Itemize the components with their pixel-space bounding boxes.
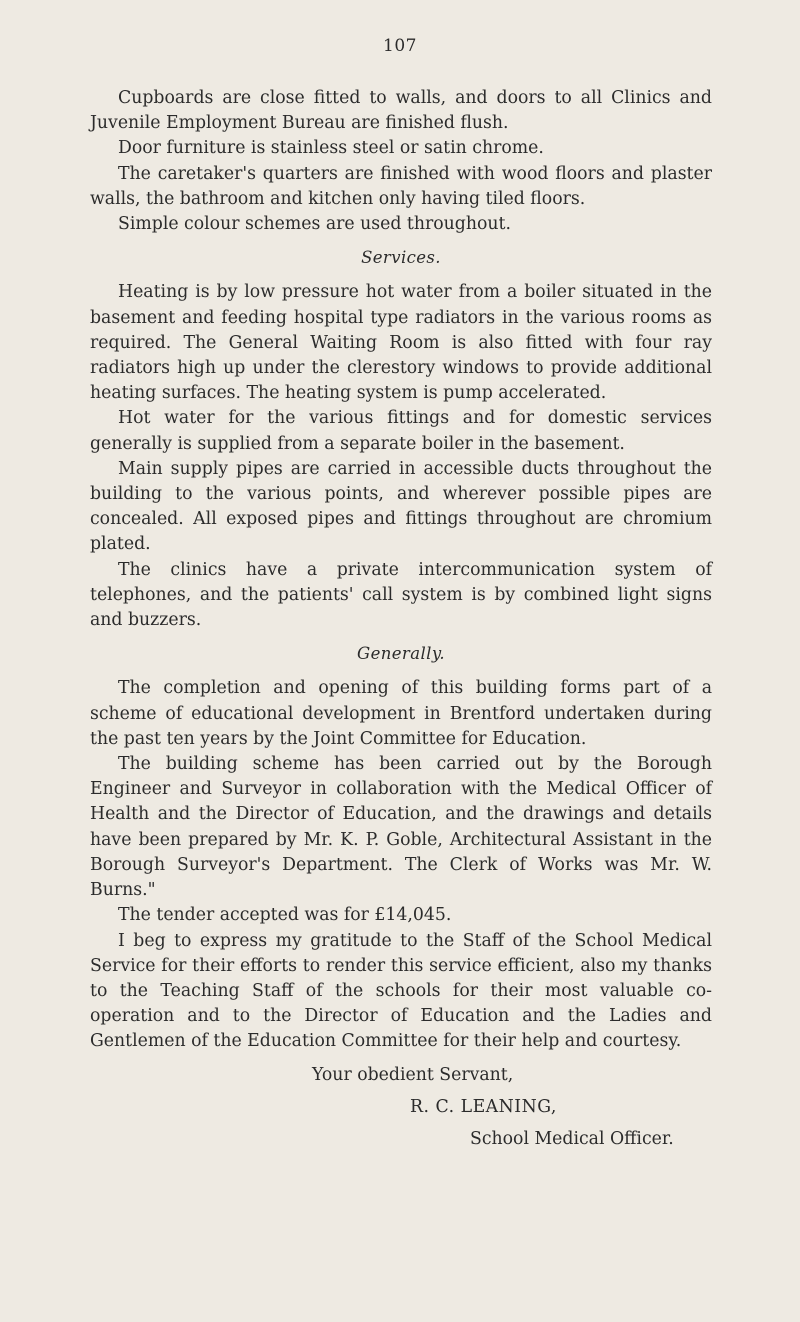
paragraph: The building scheme has been carried out by the Borough Engineer and Surveyor in collaboration with the Medical Officer of Health and the Director of Education, and the drawings and details have been prepared by Mr. K. P. Goble, Architectural Assistant in the Borough Surveyor's Department. The Clerk of Works was Mr. W. Burns." xyxy=(90,754,712,901)
section-heading-services: Services. xyxy=(361,248,441,268)
paragraph: Simple colour schemes are used throughout. xyxy=(118,214,511,235)
paragraph: The clinics have a private intercommunication system of telephones, and the patients' call system is by combined light signs and buzzers. xyxy=(90,559,712,631)
paragraph: Main supply pipes are carried in accessible ducts throughout the building to the various points, and wherever possible pipes are concealed. All exposed pipes and fittings throughout are chromium plated. xyxy=(90,458,712,555)
page-number: 107 xyxy=(383,36,417,56)
page-body xyxy=(90,86,712,1155)
signatory-title: School Medical Officer. xyxy=(470,1128,674,1149)
paragraph: The completion and opening of this building forms part of a scheme of educational development in Brentford undertaken during the past ten years by the Joint Committee for Education. xyxy=(90,678,712,749)
paragraph: I beg to express my gratitude to the Staff of the School Medical Service for their efforts to render this service efficient, also my thanks to the Teaching Staff of the schools for their most valuable co-operation and to the Director of Education and the Ladies and Gentlemen of the Education Committee for their help and courtesy. xyxy=(90,930,712,1052)
signatory-name: R. C. LEANING, xyxy=(410,1096,557,1117)
paragraph: Cupboards are close fitted to walls, and doors to all Clinics and Juvenile Employment Bureau are finished flush. xyxy=(90,88,712,134)
paragraph: The caretaker's quarters are finished with wood floors and plaster walls, the bathroom and kitchen only having tiled floors. xyxy=(90,163,712,209)
signoff-block xyxy=(90,1059,712,1155)
paragraph: Hot water for the various fittings and for domestic services generally is supplied from a separate boiler in the basement. xyxy=(90,408,712,454)
paragraph: Heating is by low pressure hot water from a boiler situated in the basement and feeding hospital type radiators in the various rooms as required. The General Waiting Room is also fitted with four ray radiators high up under the clerestory windows to provide additional heating surfaces. The heating system is pump accelerated. xyxy=(90,282,712,404)
section-heading-generally: Generally. xyxy=(357,644,445,664)
paragraph: Door furniture is stainless steel or satin chrome. xyxy=(118,138,544,159)
paragraph: The tender accepted was for £14,045. xyxy=(118,905,452,926)
signoff-closing: Your obedient Servant, xyxy=(312,1064,514,1085)
